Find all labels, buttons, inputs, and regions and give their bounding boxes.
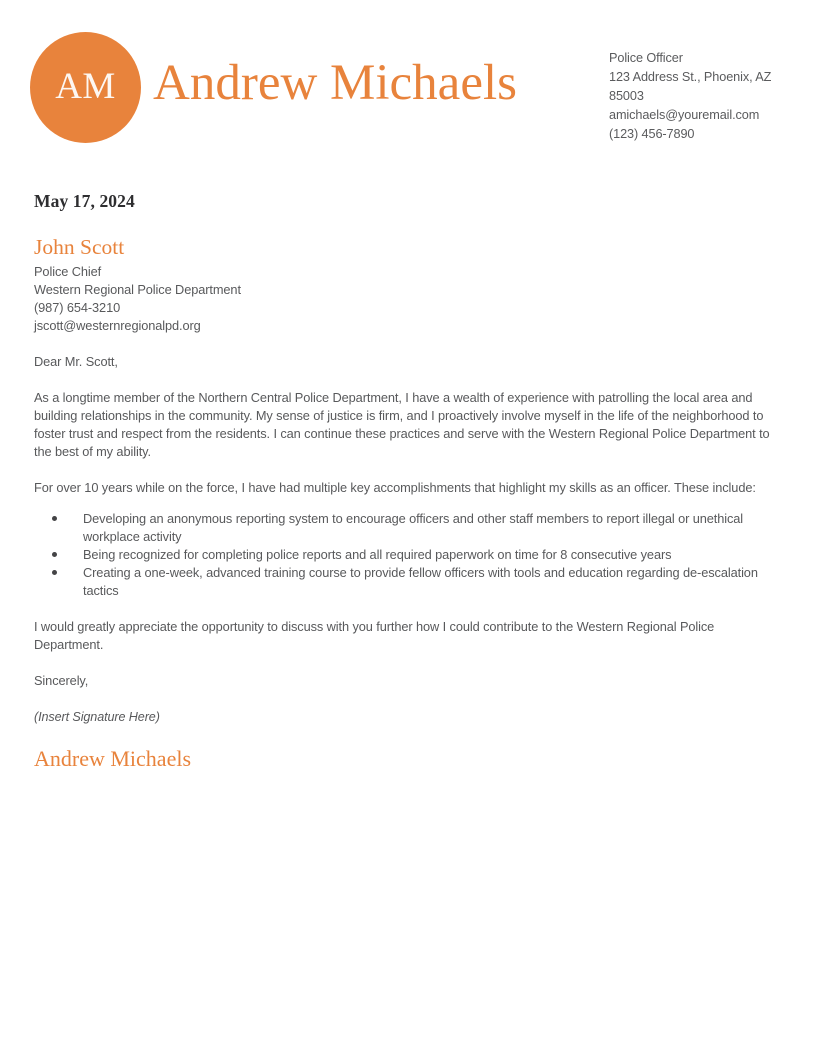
accomplishments-list bbox=[34, 510, 782, 600]
sender-contact-block bbox=[609, 49, 809, 144]
sender-address-line-2: 85003 bbox=[609, 89, 644, 103]
page-title: Andrew Michaels bbox=[153, 55, 517, 111]
list-item bbox=[34, 546, 782, 564]
letterhead-header bbox=[0, 0, 816, 170]
list-item bbox=[34, 564, 782, 600]
letter-paragraph-1: As a longtime member of the Northern Central Police Department, I have a wealth of experience with patrolling the local area and building relationships in the community. My sense of justice is firm, and I proactively involve myself in the life of the neighborhood to foster trust and respect from the residents. I can continue these practices and serve with the Western Regional Police Department to the best of my ability. bbox=[34, 390, 770, 459]
letter-paragraph-3: I would greatly appreciate the opportunity to discuss with you further how I could contribute to the Western Regional Police Department. bbox=[34, 619, 715, 652]
recipient-block bbox=[34, 234, 782, 335]
sender-phone: (123) 456-7890 bbox=[609, 127, 695, 141]
letter-body bbox=[34, 190, 782, 772]
bullet-dot-icon bbox=[52, 552, 57, 557]
list-item-text: Being recognized for completing police reports and all required paperwork on time for 8 consecutive years bbox=[83, 547, 672, 562]
recipient-organization: Western Regional Police Department bbox=[34, 282, 241, 297]
letter-date: May 17, 2024 bbox=[34, 191, 135, 211]
recipient-phone: (987) 654-3210 bbox=[34, 300, 121, 315]
sender-address-line-1: 123 Address St., Phoenix, AZ bbox=[609, 70, 772, 84]
list-item-text: Developing an anonymous reporting system to encourage officers and other staff members to report illegal or unethical workplace activity bbox=[83, 511, 744, 544]
letter-closing: Sincerely, bbox=[34, 673, 89, 688]
signature-placeholder: (Insert Signature Here) bbox=[34, 710, 160, 724]
recipient-title: Police Chief bbox=[34, 264, 102, 279]
monogram-avatar bbox=[30, 32, 141, 143]
recipient-email: jscott@westernregionalpd.org bbox=[34, 318, 201, 333]
recipient-name: John Scott bbox=[34, 235, 125, 259]
list-item bbox=[34, 510, 782, 546]
letter-paragraph-2: For over 10 years while on the force, I have had multiple key accomplishments that highlight my skills as an officer. These include: bbox=[34, 480, 756, 495]
signoff-name: Andrew Michaels bbox=[34, 746, 192, 771]
letter-greeting: Dear Mr. Scott, bbox=[34, 354, 118, 369]
sender-job-title: Police Officer bbox=[609, 51, 683, 65]
monogram-initials: AM bbox=[55, 66, 116, 107]
bullet-dot-icon bbox=[52, 570, 57, 575]
bullet-dot-icon bbox=[52, 516, 57, 521]
sender-email: amichaels@youremail.com bbox=[609, 108, 760, 122]
list-item-text: Creating a one-week, advanced training course to provide fellow officers with tools and education regarding de-escalation tactics bbox=[83, 565, 758, 598]
